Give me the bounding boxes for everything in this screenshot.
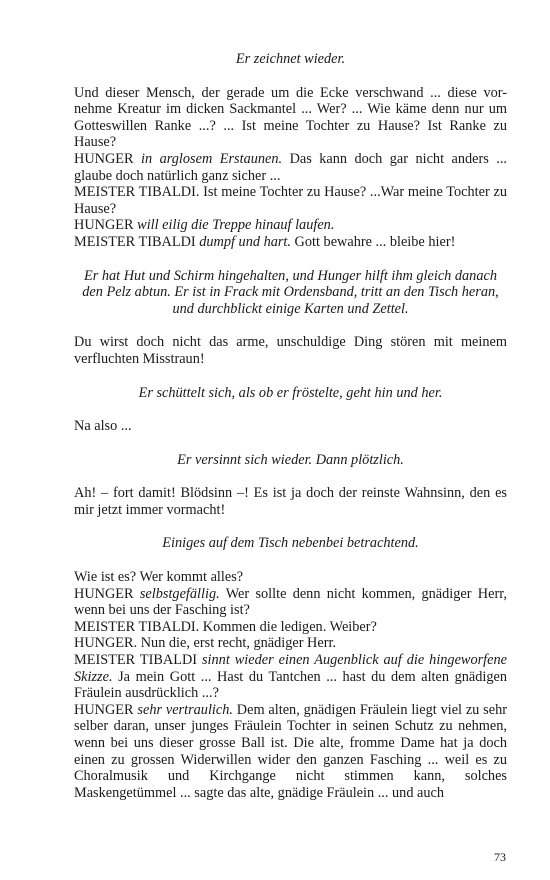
stage-direction: Er zeichnet wieder. (235, 51, 346, 67)
dialogue-line: HUNGER sehr vertraulich. Dem alten, gnädigen Fräulein liegt viel zu sehr selber daran, unser junges Fräulein Tochter in seinen Schutz zu nehmen, wenn bei uns dieser grosse Ball ist. Die alte, fromme Dame hat ja doch einen zu grossen Widerwillen wider den ganzen Fasching ... weil es zu Choralmusik und Kirchgange nicht stimmen kann, solches Maskengetümmel ... sagte das alte, gnädige Fräulein ... und auch (74, 701, 507, 801)
stage-direction: Er versinnt sich wieder. Dann plötzlich. (177, 451, 404, 468)
dialogue-line: MEISTER TIBALDI. Ist meine Tochter zu Hause? ...War meine Tochter zu Hause? (74, 184, 507, 217)
page-number: 73 (494, 850, 506, 864)
paragraph: Wie ist es? Wer kommt alles? (74, 569, 244, 586)
paragraph: Na also ... (74, 418, 132, 435)
dialogue-line: HUNGER. Nun die, erst recht, gnädiger Herr. (74, 635, 337, 652)
dialogue-line: HUNGER will eilig die Treppe hinauf laufen. (74, 217, 335, 234)
paragraph: Und dieser Mensch, der gerade um die Ecke verschwand ... diese vor-nehme Kreatur im dicken Sackmantel ... Wer? ... Wie käme denn nur um Gotteswillen Ranke ...? ... Ist meine Tochter zu Hause? Ist Ranke zu Hause? (74, 84, 507, 151)
paragraph: Ah! – fort damit! Blödsinn –! Es ist ja doch der reinste Wahnsinn, den es mir jetzt immer vormacht! (74, 485, 507, 518)
stage-direction: Er schüttelt sich, als ob er fröstelte, geht hin und her. (138, 384, 443, 401)
paragraph: Du wirst doch nicht das arme, unschuldige Ding stören mit meinem verfluchten Misstraun! (74, 334, 507, 367)
stage-direction: Er hat Hut und Schirm hingehalten, und Hunger hilft ihm gleich danach den Pelz abtun. Er ist in Frack mit Ordensband, tritt an den Tisch heran, und durchblickt einige Karten und Zettel. (82, 267, 499, 317)
dialogue-line: HUNGER in arglosem Erstaunen. Das kann doch gar nicht anders ... glaube doch natürlich ganz sicher ... (74, 150, 507, 184)
page-body (74, 51, 507, 801)
dialogue-line: HUNGER selbstgefällig. Wer sollte denn nicht kommen, gnädiger Herr, wenn bei uns der Fasching ist? (74, 585, 507, 619)
dialogue-line: MEISTER TIBALDI. Kommen die ledigen. Weiber? (74, 618, 377, 635)
dialogue-line: MEISTER TIBALDI sinnt wieder einen Augenblick auf die hingeworfene Skizze. Ja mein Gott ... Hast du Tantchen ... hast du dem alten gnädigen Fräulein ausdrücklich ...? (74, 652, 507, 702)
dialogue-line: MEISTER TIBALDI dumpf und hart. Gott bewahre ... bleibe hier! (74, 233, 456, 250)
stage-direction: Einiges auf dem Tisch nebenbei betrachtend. (162, 535, 419, 552)
